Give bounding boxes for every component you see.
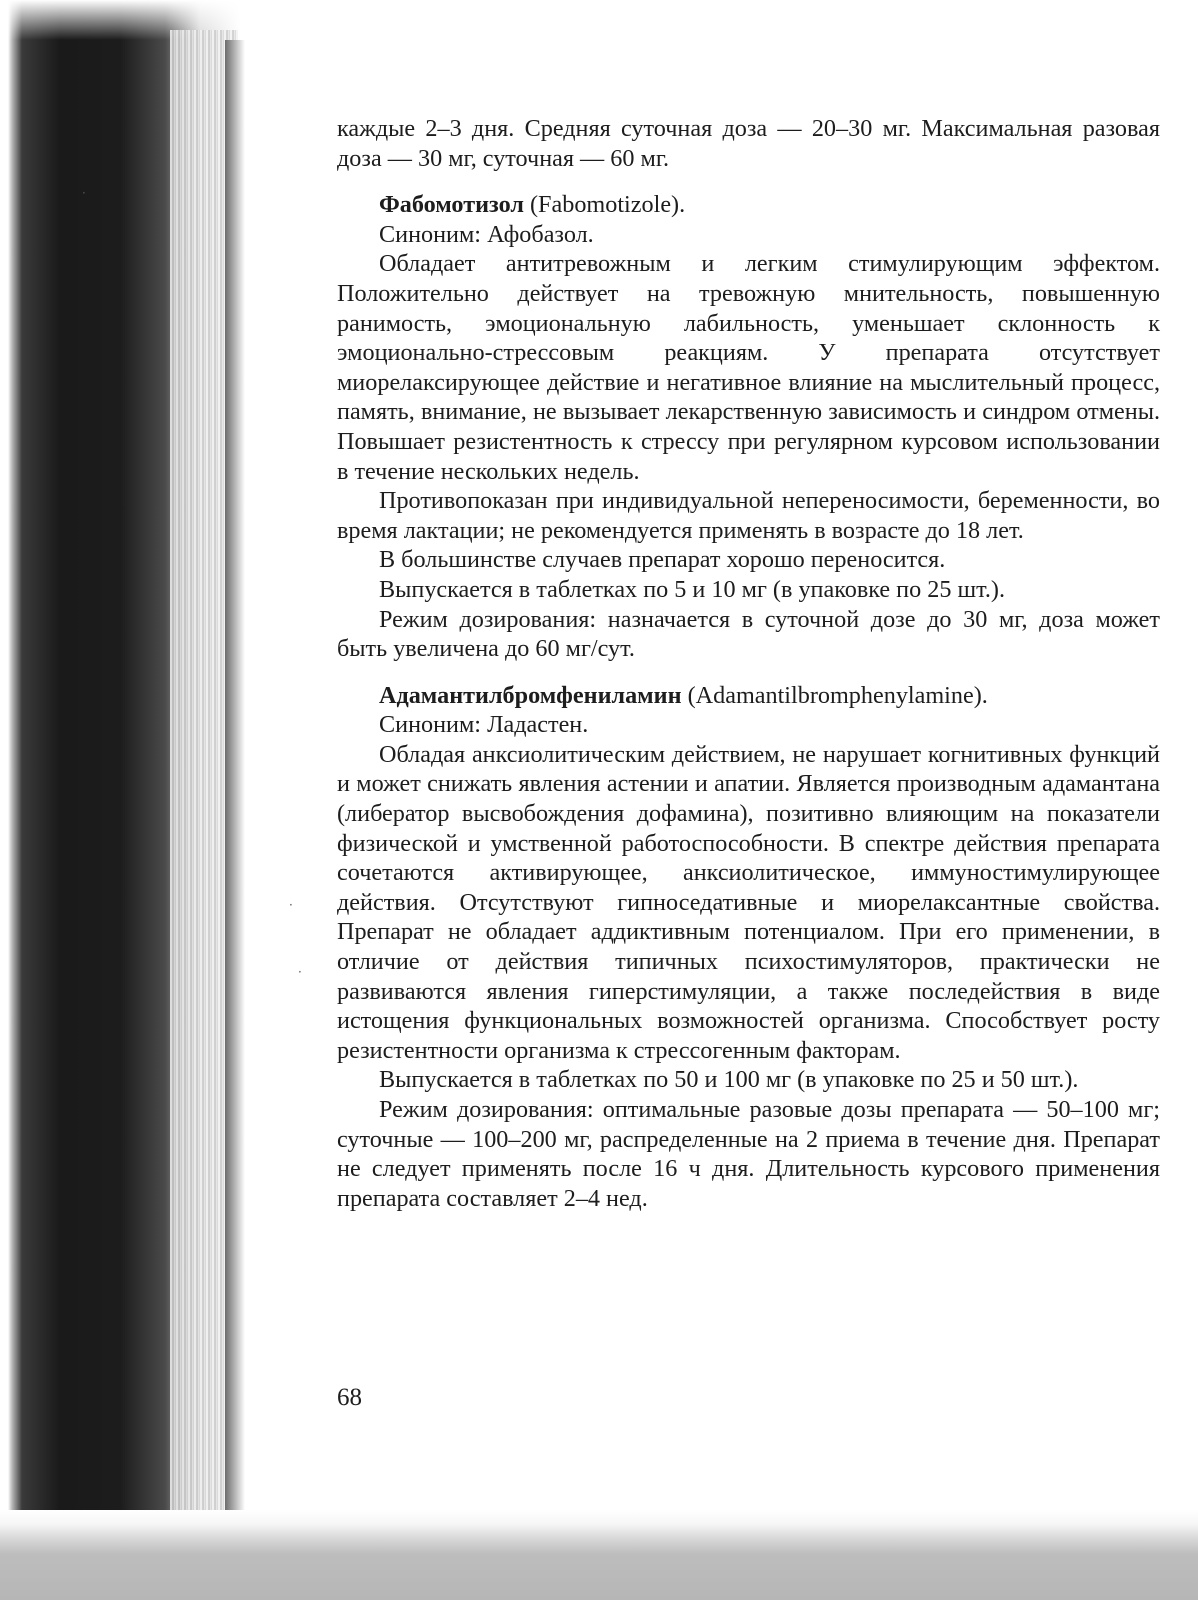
drug-synonym: Синоним: Ладастен. (379, 711, 589, 739)
drug-latin-name: (Adamantilbromphenylamine). (681, 681, 988, 709)
section-gap (337, 664, 1160, 681)
drug-paragraph: Режим дозирования: оптимальные разовые дозы препарата — 50–100 мг; суточные — 100–200 мг, распределенные на 2 приема в течение дня. Препарат не следует применять после 16 ч дня. Длительность курсового применения препарата составляет 2–4 нед. (337, 1096, 1160, 1212)
drug-latin-name: (Fabomotizole). (523, 191, 686, 219)
page-gutter-shadow (225, 40, 245, 1550)
drug-heading (337, 681, 1160, 711)
drug-paragraph: Выпускается в таблетках по 50 и 100 мг (в упаковке по 25 и 50 шт.). (379, 1066, 1079, 1094)
scan-speck: · (298, 965, 302, 979)
drug-section-adamantilbromphenylamine (337, 681, 1160, 1214)
section-gap (337, 173, 1160, 190)
scan-speck: · (82, 186, 86, 200)
scan-bottom-shadow (0, 1510, 1198, 1600)
drug-paragraph: Противопоказан при индивидуальной непереносимости, беременности, во время лактации; не рекомендуется применять в возрасте до 18 лет. (337, 487, 1160, 544)
drug-paragraph: Обладает антитревожным и легким стимулирующим эффектом. Положительно действует на тревожную мнительность, повышенную ранимость, эмоциональную лабильность, уменьшает склонность к эмоционально-стрессовым реакциям. У препарата отсутствует миорелаксирующее действие и негативное влияние на мыслительный процесс, память, внимание, не вызывает лекарственную зависимость и синдром отмены. Повышает резистентность к стрессу при регулярном курсовом использовании в течение нескольких недель. (337, 250, 1160, 485)
drug-paragraph: Режим дозирования: назначается в суточной дозе до 30 мг, доза может быть увеличена до 60 мг/сут. (337, 605, 1160, 663)
page-number: 68 (337, 1384, 362, 1411)
book-page-text (337, 114, 1160, 1213)
scan-speck: · (289, 898, 293, 912)
drug-synonym: Синоним: Афобазол. (379, 220, 594, 248)
drug-name: Адамантилбромфениламин (379, 681, 682, 709)
drug-name: Фабомотизол (379, 191, 524, 219)
lead-paragraph: каждые 2–3 дня. Средняя суточная доза — 20–30 мг. Максимальная разовая доза — 30 мг, суточная — 60 мг. (337, 115, 1160, 172)
drug-section-fabomotizole (337, 190, 1160, 664)
drug-heading (337, 190, 1160, 220)
drug-paragraph: Обладая анксиолитическим действием, не нарушает когнитивных функций и может снижать явления астении и апатии. Является производным адамантана (либератор высвобождения дофамина), позитивно влияющим на показатели физической и умственной работоспособности. В спектре действия препарата сочетаются активирующее, анксиолитическое, иммуностимулирующее действия. Отсутствуют гипноседативные и миорелаксантные свойства. Препарат не обладает аддиктивным потенциалом. При его применении, в отличие от действия типичных психостимуляторов, практически не развиваются явления гиперстимуляции, а также последействия в виде истощения функциональных возможностей организма. Способствует росту резистентности организма к стрессогенным факторам. (337, 740, 1160, 1064)
drug-paragraph: Выпускается в таблетках по 5 и 10 мг (в упаковке по 25 шт.). (379, 575, 1006, 603)
drug-paragraph: В большинстве случаев препарат хорошо переносится. (379, 546, 946, 574)
